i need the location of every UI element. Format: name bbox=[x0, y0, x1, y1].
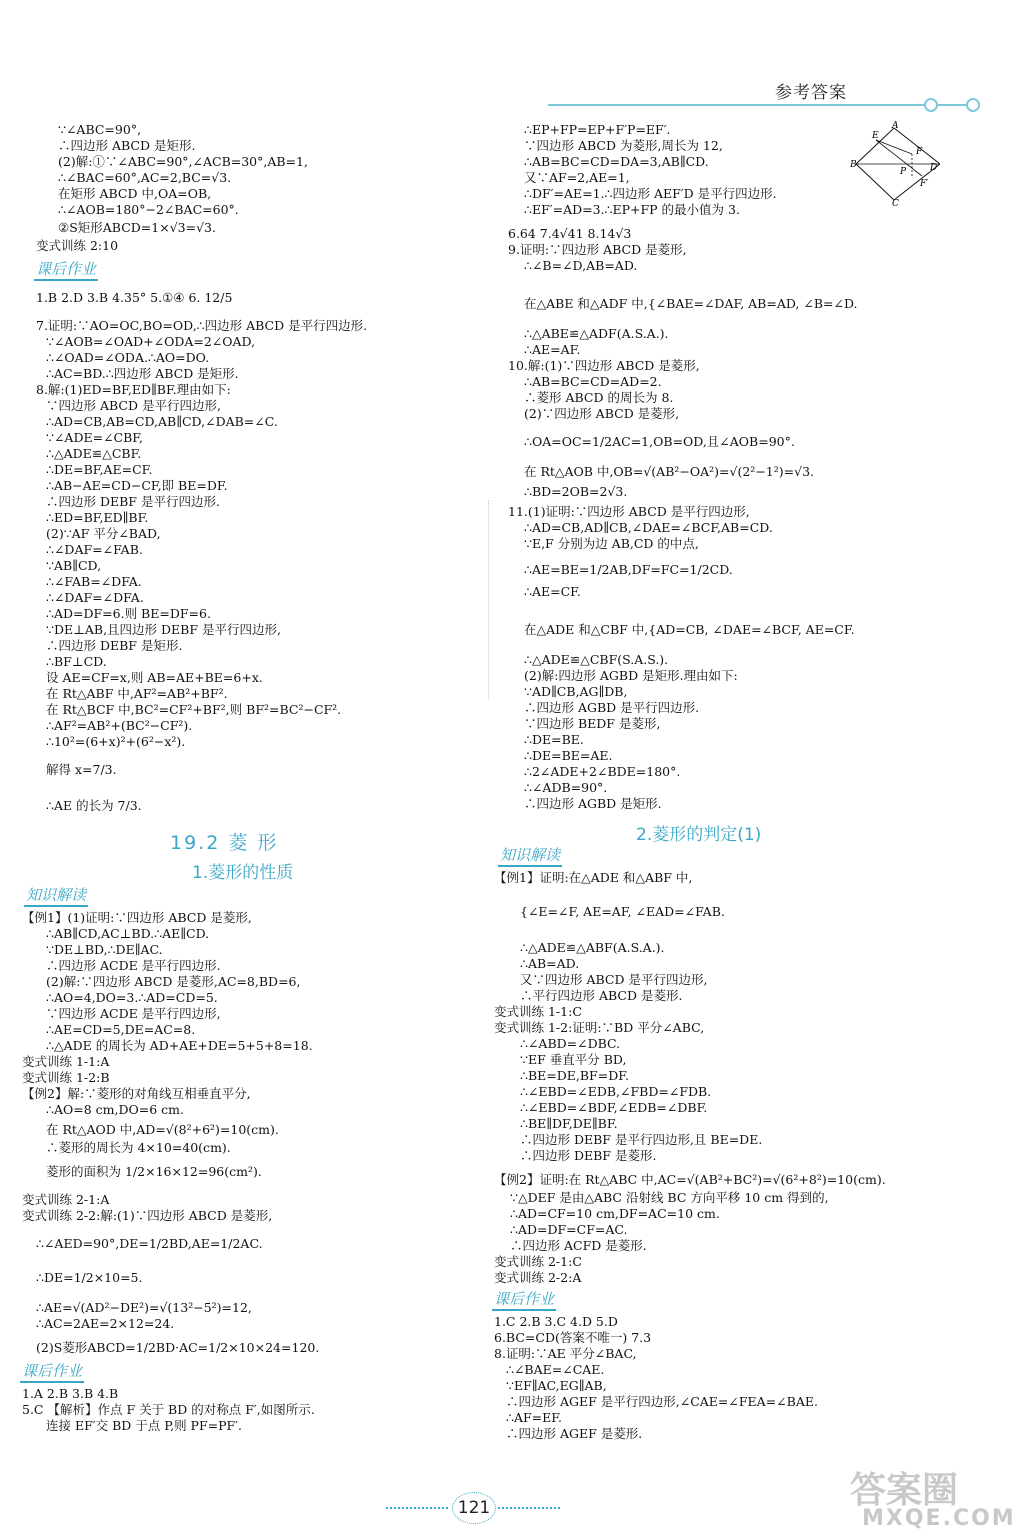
answer-line: ∵EF∥AC,EG∥AB, bbox=[506, 1378, 607, 1393]
figure-label: P bbox=[900, 167, 907, 177]
rhombus-figure bbox=[850, 120, 940, 206]
answer-line: ∴菱形 ABCD 的周长为 8. bbox=[524, 390, 674, 405]
answer-line: 5.C 【解析】作点 F 关于 BD 的对称点 F′,如图所示. bbox=[22, 1402, 315, 1417]
answer-line: ∴∠BAE=∠CAE. bbox=[506, 1362, 605, 1377]
answer-line: ∵四边形 ACDE 是平行四边形, bbox=[46, 1006, 221, 1021]
header-dot bbox=[966, 98, 980, 112]
answer-line: ∴∠FAB=∠DFA. bbox=[46, 574, 142, 589]
answer-line: ∴∠EBD=∠BDF,∠EDB=∠DBF. bbox=[520, 1100, 708, 1115]
answer-line: ∴AB∥CD,AC⊥BD.∴AE∥CD. bbox=[46, 926, 210, 941]
watermark-url: MXQE.COM bbox=[862, 1506, 1016, 1531]
answer-line: 在矩形 ABCD 中,OA=OB, bbox=[58, 186, 212, 201]
answer-line: 变式训练 2-2:A bbox=[494, 1270, 582, 1285]
answer-line: 【例2】证明:在 Rt△ABC 中,AC=√(AB²+BC²)=√(6²+8²)=10(cm). bbox=[494, 1172, 886, 1187]
answer-line: ∴DE=BE. bbox=[524, 732, 584, 747]
answer-line: 6.BC=CD(答案不唯一) 7.3 bbox=[494, 1330, 652, 1345]
page-number: 121 bbox=[452, 1492, 496, 1524]
answer-line: ∵∠ABC=90°, bbox=[58, 122, 142, 137]
answer-line: 变式训练 2:10 bbox=[36, 238, 119, 253]
figure-label: C bbox=[892, 199, 899, 206]
subsection-title: 2.菱形的判定(1) bbox=[636, 825, 762, 845]
answer-line: 9.证明:∵四边形 ABCD 是菱形, bbox=[508, 242, 687, 257]
answer-line: ∵AB∥CD, bbox=[46, 558, 102, 573]
answer-line: ∴四边形 ABCD 是矩形. bbox=[58, 138, 196, 153]
answer-line: ∴∠B=∠D,AB=AD. bbox=[524, 258, 638, 273]
answer-line: ∴AB=AD. bbox=[520, 956, 580, 971]
answer-line: 在 Rt△ABF 中,AF²=AB²+BF². bbox=[46, 686, 228, 701]
answer-line: 变式训练 2-2:解:(1)∵四边形 ABCD 是菱形, bbox=[22, 1208, 273, 1223]
answer-line: ∴菱形的周长为 4×10=40(cm). bbox=[46, 1140, 231, 1155]
answer-line: ∴AD=CB,AB=CD,AB∥CD,∠DAB=∠C. bbox=[46, 414, 278, 429]
answer-line: 在 Rt△AOB 中,OB=√(AB²−OA²)=√(2²−1²)=√3. bbox=[524, 464, 814, 479]
answer-line: (2)∵AF 平分∠BAD, bbox=[46, 526, 161, 541]
answer-line: ∴AD=DF=6.则 BE=DF=6. bbox=[46, 606, 211, 621]
answer-line: 在△ABE 和△ADF 中,{∠BAE=∠DAF, AB=AD, ∠B=∠D. bbox=[524, 296, 858, 311]
answer-line: ∴OA=OC=1/2AC=1,OB=OD,且∠AOB=90°. bbox=[524, 434, 795, 449]
answer-line: 10.解:(1)∵四边形 ABCD 是菱形, bbox=[508, 358, 700, 373]
answer-line: ∴AO=8 cm,DO=6 cm. bbox=[46, 1102, 184, 1117]
figure-label: E bbox=[872, 131, 879, 141]
column-divider bbox=[488, 500, 489, 700]
watermark-logo: 答案圈 bbox=[850, 1470, 959, 1511]
answer-line: ∴△ADE≌△CBF. bbox=[46, 446, 142, 461]
answer-line: {∠E=∠F, AE=AF, ∠EAD=∠FAB. bbox=[520, 904, 725, 919]
answer-line: ∵∠ADE=∠CBF, bbox=[46, 430, 143, 445]
answer-line: ∴△ADE≌△CBF(S.A.S.). bbox=[524, 652, 669, 667]
answer-line: ∵DE⊥AB,且四边形 DEBF 是平行四边形, bbox=[46, 622, 281, 637]
answer-line: ∴DE=1/2×10=5. bbox=[36, 1270, 143, 1285]
figure-label: F bbox=[916, 147, 923, 157]
answer-line: ∵∠AOB=∠OAD+∠ODA=2∠OAD, bbox=[46, 334, 256, 349]
answer-line: 【例1】(1)证明:∵四边形 ABCD 是菱形, bbox=[22, 910, 252, 925]
answer-line: ∴∠EBD=∠EDB,∠FBD=∠FDB. bbox=[520, 1084, 712, 1099]
answer-line: ∵△DEF 是由△ABC 沿射线 BC 方向平移 10 cm 得到的, bbox=[510, 1190, 829, 1205]
header-rule bbox=[548, 104, 968, 106]
answer-line: ∵DE⊥BD,∴DE∥AC. bbox=[46, 942, 163, 957]
answer-line: (2)解:∵四边形 ABCD 是菱形,AC=8,BD=6, bbox=[46, 974, 301, 989]
answer-line: 在 Rt△AOD 中,AD=√(8²+6²)=10(cm). bbox=[46, 1122, 279, 1137]
answer-line: ∴∠AED=90°,DE=1/2BD,AE=1/2AC. bbox=[36, 1236, 263, 1251]
answer-line: ∵四边形 ABCD 为菱形,周长为 12, bbox=[524, 138, 723, 153]
answer-line: ∴BE=DE,BF=DF. bbox=[520, 1068, 629, 1083]
answer-line: (2)解:①∵∠ABC=90°,∠ACB=30°,AB=1, bbox=[58, 154, 308, 169]
page-header-title: 参考答案 bbox=[775, 83, 847, 103]
answer-line: ∴△ABE≌△ADF(A.S.A.). bbox=[524, 326, 669, 341]
answer-line: ∴2∠ADE+2∠BDE=180°. bbox=[524, 764, 681, 779]
answer-line: ∵AD∥CB,AG∥DB, bbox=[524, 684, 628, 699]
answer-line: ∴EP+FP=EP+F′P=EF′. bbox=[524, 122, 671, 137]
answer-line: 解得 x=7/3. bbox=[46, 762, 117, 777]
answer-line: ∴DE=BF,AE=CF. bbox=[46, 462, 153, 477]
answer-line: 8.解:(1)ED=BF,ED∥BF.理由如下: bbox=[36, 382, 231, 397]
answer-line: 连接 EF′交 BD 于点 P,则 PF=PF′. bbox=[46, 1418, 243, 1433]
answer-line: 变式训练 1-2:证明:∵BD 平分∠ABC, bbox=[494, 1020, 705, 1035]
answer-line: ∴BD=2OB=2√3. bbox=[524, 484, 628, 499]
answer-line: ∴BF⊥CD. bbox=[46, 654, 107, 669]
answer-line: 又∵AF=2,AE=1, bbox=[524, 170, 630, 185]
answer-line: ∴△ADE 的周长为 AD+AE+DE=5+5+8=18. bbox=[46, 1038, 313, 1053]
figure-label: B bbox=[850, 160, 857, 170]
answer-line: ∴AB−AE=CD−CF,即 BE=DF. bbox=[46, 478, 228, 493]
answer-line: ∴四边形 DEBF 是平行四边形,且 BE=DE. bbox=[520, 1132, 763, 1147]
answer-line: 1.A 2.B 3.B 4.B bbox=[22, 1386, 119, 1401]
knowledge-heading: 知识解读 bbox=[498, 844, 562, 867]
answer-line: ∴四边形 AGBD 是矩形. bbox=[524, 796, 662, 811]
answer-line: ∴AE=√(AD²−DE²)=√(13²−5²)=12, bbox=[36, 1300, 252, 1315]
answer-line: ∴ED=BF,ED∥BF. bbox=[46, 510, 149, 525]
answer-line: ∴AE=CF. bbox=[524, 584, 581, 599]
answer-line: ∵EF 垂直平分 BD, bbox=[520, 1052, 627, 1067]
homework-heading: 课后作业 bbox=[20, 1360, 84, 1383]
answer-line: 【例1】证明:在△ADE 和△ABF 中, bbox=[494, 870, 693, 885]
answer-line: ∴AD=CB,AD∥CB,∠DAE=∠BCF,AB=CD. bbox=[524, 520, 773, 535]
answer-line: ∴∠ABD=∠DBC. bbox=[520, 1036, 621, 1051]
answer-line: 菱形的面积为 1/2×16×12=96(cm²). bbox=[46, 1164, 262, 1179]
footer-dots bbox=[498, 1507, 560, 1509]
answer-line: 7.证明:∵AO=OC,BO=OD,∴四边形 ABCD 是平行四边形. bbox=[36, 318, 368, 333]
homework-heading: 课后作业 bbox=[492, 1288, 556, 1311]
answer-line: 变式训练 2-1:C bbox=[494, 1254, 582, 1269]
answer-line: ∴∠AOB=180°−2∠BAC=60°. bbox=[58, 202, 239, 217]
answer-line: 1.B 2.D 3.B 4.35° 5.①④ 6. 12/5 bbox=[36, 290, 233, 305]
section-title: 19.2 菱 形 bbox=[170, 832, 279, 854]
answer-line: ∴AB=BC=CD=AD=2. bbox=[524, 374, 662, 389]
knowledge-heading: 知识解读 bbox=[24, 884, 88, 907]
answer-line: ∴DE=BE=AE. bbox=[524, 748, 613, 763]
answer-line: 8.证明:∵AE 平分∠BAC, bbox=[494, 1346, 637, 1361]
answer-line: 在 Rt△BCF 中,BC²=CF²+BF²,则 BF²=BC²−CF². bbox=[46, 702, 342, 717]
answer-line: ∵四边形 BEDF 是菱形, bbox=[524, 716, 661, 731]
answer-line: ∴AD=CF=10 cm,DF=AC=10 cm. bbox=[510, 1206, 720, 1221]
answer-line: ∴AC=BD.∴四边形 ABCD 是矩形. bbox=[46, 366, 239, 381]
answer-line: 6.64 7.4√41 8.14√3 bbox=[508, 226, 632, 241]
answer-line: ∴AF=EF. bbox=[506, 1410, 562, 1425]
answer-line: ∴四边形 AGEF 是平行四边形,∠CAE=∠FEA=∠BAE. bbox=[506, 1394, 818, 1409]
answer-line: ∴AE=BE=1/2AB,DF=FC=1/2CD. bbox=[524, 562, 733, 577]
answer-line: 又∵四边形 ABCD 是平行四边形, bbox=[520, 972, 708, 987]
answer-line: ∴DF′=AE=1.∴四边形 AEF′D 是平行四边形. bbox=[524, 186, 777, 201]
answer-line: ∴四边形 DEBF 是矩形. bbox=[46, 638, 183, 653]
answer-line: 1.C 2.B 3.C 4.D 5.D bbox=[494, 1314, 618, 1329]
answer-line: ②S矩形ABCD=1×√3=√3. bbox=[58, 220, 216, 235]
answer-line: ∴∠ADB=90°. bbox=[524, 780, 608, 795]
answer-line: ∴∠OAD=∠ODA.∴AO=DO. bbox=[46, 350, 210, 365]
answer-line: ∴AB=BC=CD=DA=3,AB∥CD. bbox=[524, 154, 709, 169]
answer-line: ∴AO=4,DO=3.∴AD=CD=5. bbox=[46, 990, 218, 1005]
answer-line: ∴AF²=AB²+(BC²−CF²). bbox=[46, 718, 193, 733]
answer-line: ∴BE∥DF,DE∥BF. bbox=[520, 1116, 618, 1131]
answer-line: 变式训练 2-1:A bbox=[22, 1192, 110, 1207]
answer-line: ∴AD=DF=CF=AC. bbox=[510, 1222, 628, 1237]
answer-line: ∴∠DAF=∠FAB. bbox=[46, 542, 143, 557]
answer-line: ∵E,F 分别为边 AB,CD 的中点, bbox=[524, 536, 699, 551]
answer-line: ∴∠DAF=∠DFA. bbox=[46, 590, 144, 605]
answer-line: 【例2】解:∵菱形的对角线互相垂直平分, bbox=[22, 1086, 251, 1101]
answer-line: ∴四边形 DEBF 是菱形. bbox=[520, 1148, 657, 1163]
subsection-title: 1.菱形的性质 bbox=[192, 863, 294, 883]
homework-heading: 课后作业 bbox=[34, 258, 98, 281]
figure-label: D bbox=[930, 163, 938, 173]
answer-line: ∴四边形 DEBF 是平行四边形. bbox=[46, 494, 220, 509]
answer-line: ∴AE=CD=5,DE=AC=8. bbox=[46, 1022, 196, 1037]
header-dot bbox=[924, 98, 938, 112]
answer-line: ∴平行四边形 ABCD 是菱形. bbox=[520, 988, 683, 1003]
answer-line: 变式训练 1-1:A bbox=[22, 1054, 110, 1069]
answer-line: 变式训练 1-2:B bbox=[22, 1070, 110, 1085]
answer-line: ∵四边形 ABCD 是平行四边形, bbox=[46, 398, 221, 413]
answer-line: ∴10²=(6+x)²+(6²−x²). bbox=[46, 734, 186, 749]
figure-label: A bbox=[892, 121, 899, 131]
answer-line: ∴EF′=AD=3.∴EP+FP 的最小值为 3. bbox=[524, 202, 740, 217]
answer-line: ∴四边形 AGEF 是菱形. bbox=[506, 1426, 643, 1441]
answer-line: 在△ADE 和△CBF 中,{AD=CB, ∠DAE=∠BCF, AE=CF. bbox=[524, 622, 855, 637]
answer-line: 设 AE=CF=x,则 AB=AE+BE=6+x. bbox=[46, 670, 263, 685]
answer-line: ∴∠BAC=60°,AC=2,BC=√3. bbox=[58, 170, 232, 185]
answer-line: ∴四边形 ACFD 是菱形. bbox=[510, 1238, 647, 1253]
answer-line: 变式训练 1-1:C bbox=[494, 1004, 582, 1019]
answer-line: ∴AC=2AE=2×12=24. bbox=[36, 1316, 175, 1331]
answer-line: (2)S菱形ABCD=1/2BD·AC=1/2×10×24=120. bbox=[36, 1340, 320, 1355]
answer-line: ∴AE 的长为 7/3. bbox=[46, 798, 142, 813]
answer-line: (2)解:四边形 AGBD 是矩形.理由如下: bbox=[524, 668, 738, 683]
answer-line: (2)∵四边形 ABCD 是菱形, bbox=[524, 406, 680, 421]
answer-line: ∴AE=AF. bbox=[524, 342, 581, 357]
answer-line: ∴四边形 AGBD 是平行四边形. bbox=[524, 700, 700, 715]
figure-label: F′ bbox=[920, 179, 929, 189]
answer-line: ∴△ADE≌△ABF(A.S.A.). bbox=[520, 940, 665, 955]
answer-line: 11.(1)证明:∵四边形 ABCD 是平行四边形, bbox=[508, 504, 750, 519]
answer-line: ∴四边形 ACDE 是平行四边形. bbox=[46, 958, 221, 973]
footer-dots bbox=[386, 1507, 448, 1509]
